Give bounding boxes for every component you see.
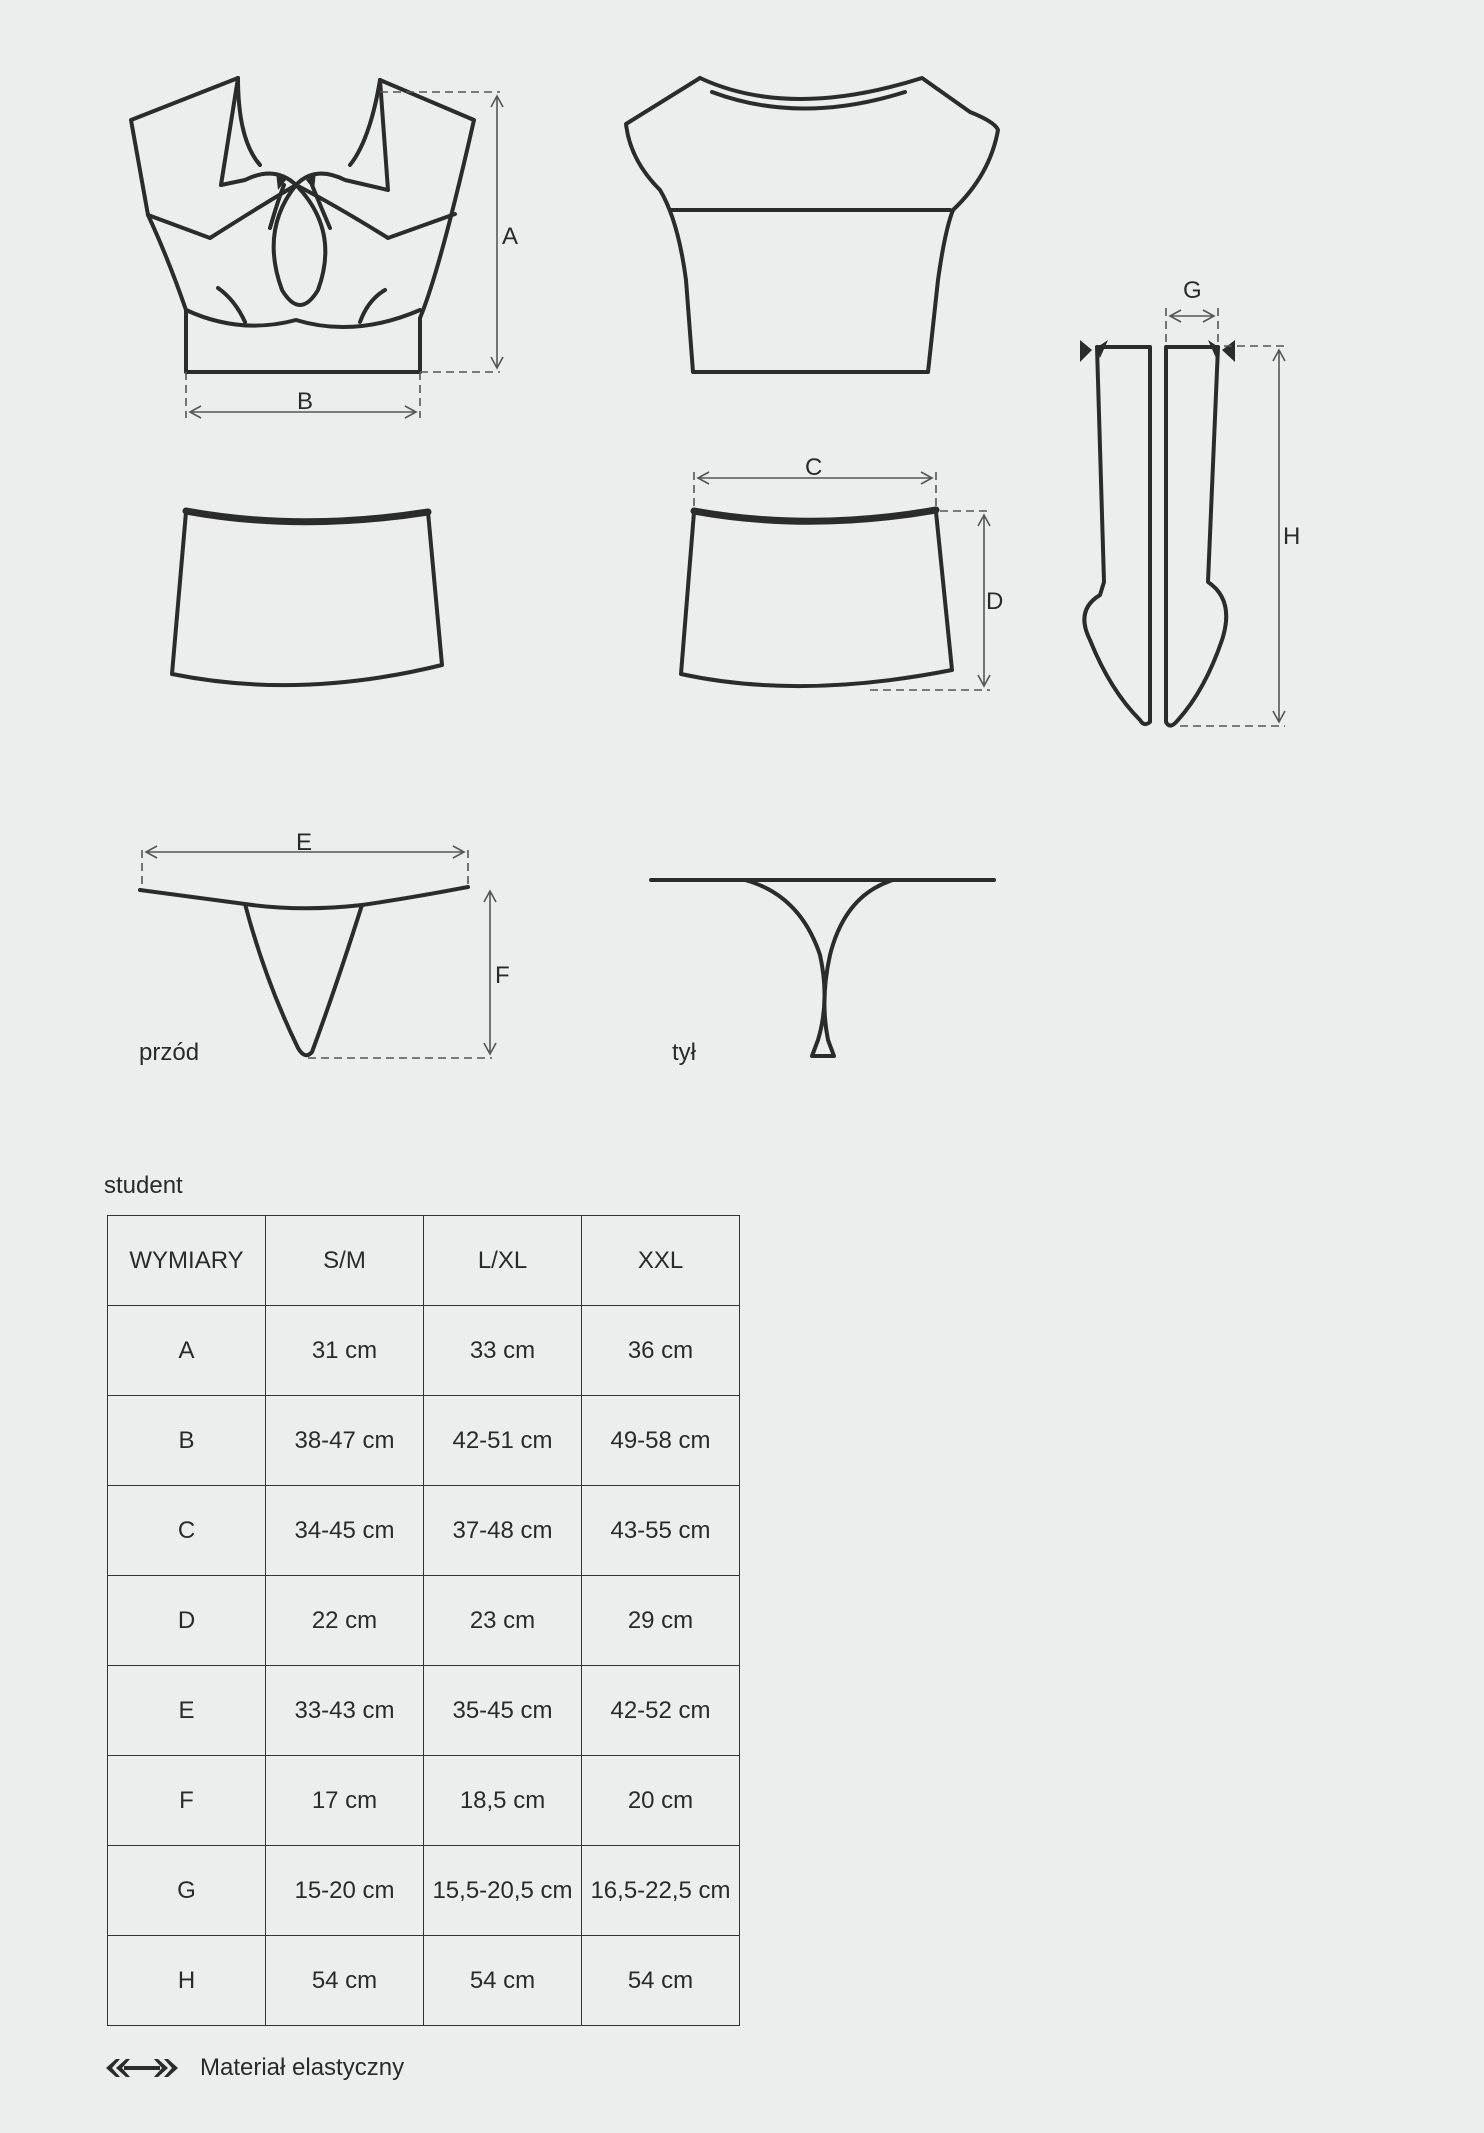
table-cell: 34-45 cm [266, 1486, 424, 1576]
table-cell: 23 cm [424, 1576, 582, 1666]
table-cell: 29 cm [582, 1576, 740, 1666]
table-row [108, 1396, 740, 1486]
thong-back-drawing [651, 880, 994, 1056]
thong-front-drawing [140, 887, 468, 1055]
table-cell: 20 cm [582, 1756, 740, 1846]
table-cell: 22 cm [266, 1576, 424, 1666]
skirt-front-drawing [172, 511, 442, 685]
stretch-arrows-icon [104, 2057, 180, 2079]
table-cell: 38-47 cm [266, 1396, 424, 1486]
table-row [108, 1846, 740, 1936]
table-cell: 33-43 cm [266, 1666, 424, 1756]
table-header-row [108, 1216, 740, 1306]
table-caption: student [104, 1172, 183, 1199]
table-cell: 15,5-20,5 cm [424, 1846, 582, 1936]
table-cell: 42-52 cm [582, 1666, 740, 1756]
top-front-drawing [131, 78, 474, 372]
table-cell: C [108, 1486, 266, 1576]
dimension-label-b: B [297, 388, 314, 415]
legend [104, 2054, 404, 2082]
table-row [108, 1666, 740, 1756]
dimension-label-f: F [495, 962, 510, 989]
table-row [108, 1486, 740, 1576]
table-cell: 42-51 cm [424, 1396, 582, 1486]
table-cell: 31 cm [266, 1306, 424, 1396]
column-header: WYMIARY [108, 1216, 266, 1306]
table-cell: G [108, 1846, 266, 1936]
table-cell: 16,5-22,5 cm [582, 1846, 740, 1936]
table-row [108, 1576, 740, 1666]
table-cell: 33 cm [424, 1306, 582, 1396]
table-cell: D [108, 1576, 266, 1666]
column-header: L/XL [424, 1216, 582, 1306]
table-cell: 49-58 cm [582, 1396, 740, 1486]
table-cell: 54 cm [266, 1936, 424, 2026]
table-cell: E [108, 1666, 266, 1756]
table-cell: 54 cm [424, 1936, 582, 2026]
table-cell: A [108, 1306, 266, 1396]
dimension-label-c: C [805, 454, 823, 481]
skirt-back-drawing [681, 510, 952, 686]
table-cell: B [108, 1396, 266, 1486]
table-cell: 43-55 cm [582, 1486, 740, 1576]
back-label: tył [672, 1039, 696, 1066]
table-cell: 18,5 cm [424, 1756, 582, 1846]
dimension-label-a: A [502, 223, 519, 250]
table-cell: F [108, 1756, 266, 1846]
column-header: XXL [582, 1216, 740, 1306]
table-cell: 37-48 cm [424, 1486, 582, 1576]
column-header: S/M [266, 1216, 424, 1306]
top-back-drawing [626, 78, 998, 372]
size-table [107, 1215, 740, 2026]
table-row [108, 1756, 740, 1846]
table-cell: 15-20 cm [266, 1846, 424, 1936]
legend-text: Materiał elastyczny [200, 2054, 405, 2081]
dimension-label-d: D [986, 588, 1004, 615]
table-row [108, 1936, 740, 2026]
dimension-label-h: H [1283, 523, 1301, 550]
table-cell: H [108, 1936, 266, 2026]
front-label: przód [139, 1039, 200, 1066]
table-cell: 36 cm [582, 1306, 740, 1396]
dimension-label-e: E [296, 829, 313, 856]
dimension-label-g: G [1183, 277, 1202, 304]
table-row [108, 1306, 740, 1396]
table-cell: 17 cm [266, 1756, 424, 1846]
table-cell: 54 cm [582, 1936, 740, 2026]
table-cell: 35-45 cm [424, 1666, 582, 1756]
stockings-drawing [1080, 340, 1235, 726]
